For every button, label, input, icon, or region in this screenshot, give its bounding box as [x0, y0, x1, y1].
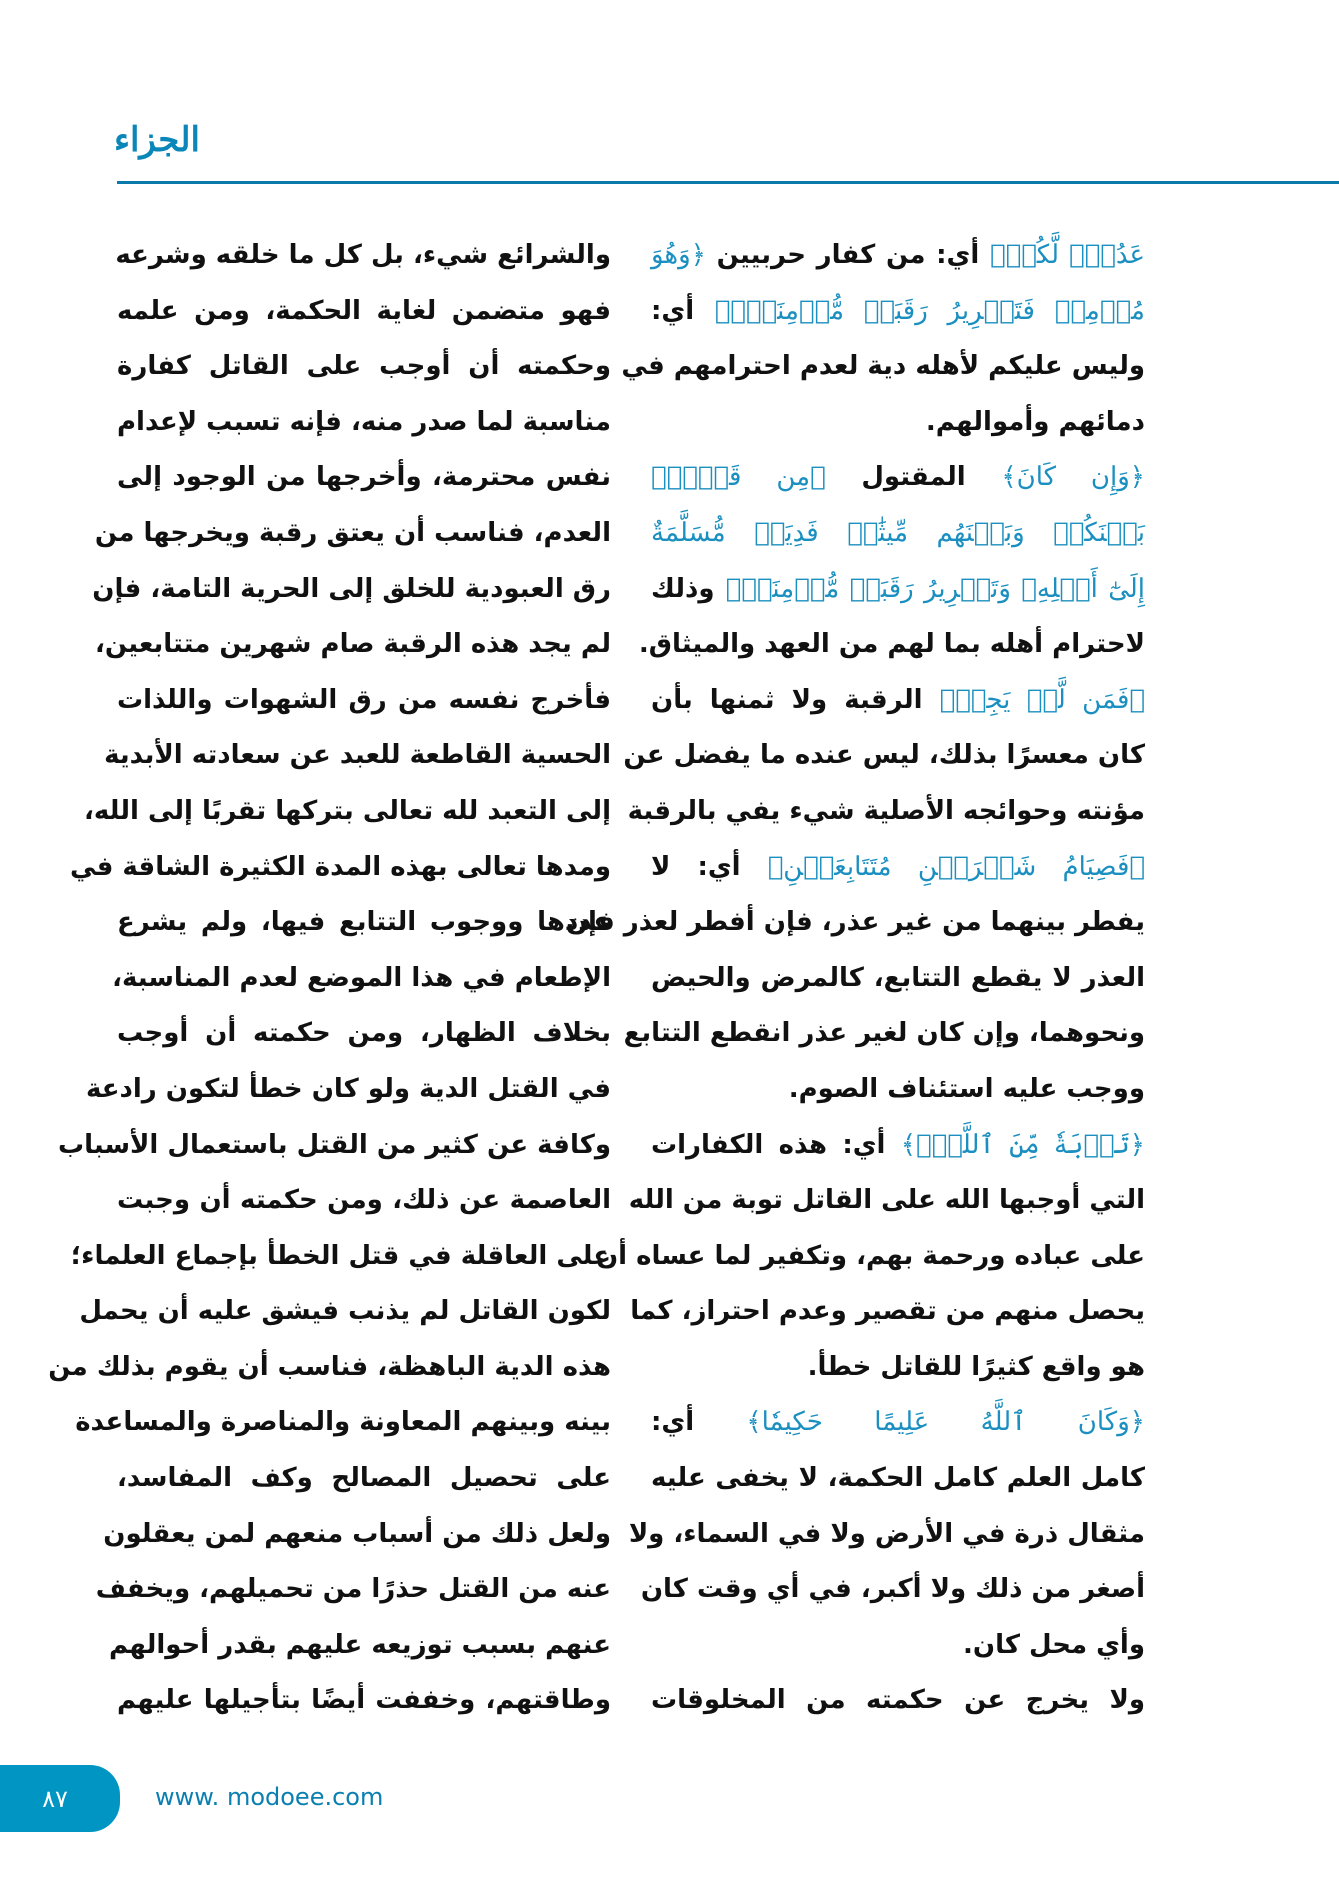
commentary-text: وأي محل كان.	[963, 1629, 1145, 1660]
commentary-text: مناسبة لما صدر منه، فإنه تسبب لإعدام	[117, 406, 611, 437]
quran-verse: بَيۡنَكُمۡ وَبَيۡنَهُم مِّيثَٰقٞ فَدِيَةٞ مُّسَلَّمَةٌ	[651, 517, 1145, 548]
commentary-text: الرقبة ولا ثمنها بأن	[651, 684, 940, 715]
website-link[interactable]: www. modoee.com	[155, 1783, 384, 1811]
commentary-text: الإطعام في هذا الموضع لعدم المناسبة،	[112, 962, 611, 993]
text-line	[94, 506, 611, 562]
commentary-text: العاصمة عن ذلك، ومن حكمته أن وجبت	[117, 1185, 611, 1216]
commentary-text: وليس عليكم لأهله دية لعدم احترامهم في	[621, 351, 1145, 382]
commentary-text: عددها ووجوب التتابع فيها، ولم يشرع	[117, 907, 611, 938]
quran-verse: ﴿تَوۡبَةٗ مِّنَ ٱللَّهِۗ﴾	[900, 1129, 1145, 1160]
commentary-text: أصغر من ذلك ولا أكبر، في أي وقت كان	[640, 1574, 1145, 1605]
text-line	[70, 1229, 611, 1285]
text-line	[48, 1340, 611, 1396]
commentary-text: أي: لا	[651, 851, 768, 882]
commentary-text: لكون القاتل لم يذنب فيشق عليه أن يحمل	[79, 1296, 611, 1327]
text-line	[651, 673, 1145, 729]
text-column-right	[565, 228, 1146, 1729]
text-column-left	[48, 228, 611, 1729]
quran-verse: ﴿فَصِيَامُ شَهۡرَيۡنِ مُتَتَابِعَيۡنِ﴾	[767, 851, 1145, 882]
commentary-text: لم يجد هذه الرقبة صام شهرين متتابعين،	[94, 629, 611, 660]
commentary-text: ولا يخرج عن حكمته من المخلوقات	[651, 1685, 1145, 1716]
quran-verse: مُؤۡمِنٞ فَتَحۡرِيرُ رَقَبَةٖ مُّؤۡمِنَةٖۖ﴾	[714, 295, 1145, 326]
text-line	[623, 728, 1145, 784]
commentary-text: كان معسرًا بذلك، ليس عنده ما يفضل عن	[623, 740, 1145, 771]
text-line	[651, 951, 1145, 1007]
commentary-text: والشرائع شيء، بل كل ما خلقه وشرعه	[115, 240, 611, 270]
text-line	[621, 339, 1145, 395]
text-line	[70, 840, 611, 896]
page-number-badge	[0, 1765, 120, 1832]
text-line	[104, 728, 611, 784]
commentary-text: مؤنته وحوائجه الأصلية شيء يفي بالرقبة	[627, 795, 1145, 826]
text-line	[651, 1618, 1145, 1674]
text-line	[630, 1284, 1145, 1340]
commentary-text: لاحترام أهله بما لهم من العهد والميثاق.	[638, 629, 1145, 660]
commentary-text: عنه من القتل حذرًا من تحميلهم، ويخفف	[95, 1574, 611, 1605]
commentary-text: وطاقتهم، وخففت أيضًا بتأجيلها عليهم	[117, 1685, 611, 1716]
text-line	[651, 562, 1145, 618]
commentary-text: في القتل الدية ولو كان خطأ لتكون رادعة	[86, 1073, 611, 1104]
commentary-text: ووجب عليه استئناف الصوم.	[788, 1073, 1145, 1104]
commentary-text: كامل العلم كامل الحكمة، لا يخفى عليه	[651, 1463, 1145, 1494]
text-line	[595, 1229, 1145, 1285]
commentary-text: عنهم بسبب توزيعه عليهم بقدر أحوالهم	[109, 1629, 611, 1660]
header-divider	[117, 181, 1339, 184]
commentary-text: ونحوهما، وإن كان لغير عذر انقطع التتابع	[623, 1018, 1145, 1049]
text-line	[94, 617, 611, 673]
text-line	[651, 1395, 1145, 1451]
text-line	[117, 1451, 611, 1507]
commentary-text: أي:	[651, 295, 715, 326]
text-line	[640, 1562, 1145, 1618]
commentary-text: هذه الدية الباهظة، فناسب أن يقوم بذلك من	[48, 1351, 611, 1382]
commentary-text: مثقال ذرة في الأرض ولا في السماء، ولا	[628, 1518, 1145, 1549]
text-line	[651, 284, 1145, 340]
quran-verse: ﴿مِن قَوۡمِۭ	[651, 462, 826, 493]
commentary-text: على تحصيل المصالح وكف المفاسد،	[117, 1463, 611, 1494]
text-line	[117, 895, 611, 951]
text-line	[651, 506, 1145, 562]
text-line	[112, 951, 611, 1007]
text-line	[651, 840, 1145, 896]
quran-verse: ﴿فَمَن لَّمۡ يَجِدۡ﴾	[939, 684, 1146, 715]
text-line	[117, 1006, 611, 1062]
commentary-text: العذر لا يقطع التتابع، كالمرض والحيض	[651, 962, 1145, 993]
page-number: ٨٧	[42, 1784, 68, 1813]
commentary-text: هو واقع كثيرًا للقاتل خطأ.	[807, 1351, 1145, 1382]
commentary-text: بينه وبينهم المعاونة والمناصرة والمساعدة	[75, 1407, 611, 1438]
commentary-text: المقتول	[825, 462, 1002, 493]
text-line	[627, 784, 1145, 840]
text-line	[651, 228, 1145, 284]
text-line	[117, 450, 611, 506]
quran-verse: ﴿وَإِن كَانَ﴾	[1001, 462, 1145, 493]
text-line	[117, 228, 611, 284]
text-line	[117, 1673, 611, 1729]
commentary-text: يحصل منهم من تقصير وعدم احتراز، كما	[630, 1296, 1145, 1327]
text-line	[109, 1618, 611, 1674]
commentary-text: فأخرج نفسه من رق الشهوات واللذات	[117, 684, 611, 715]
text-line	[83, 784, 611, 840]
commentary-text: أي: من كفار حربيين	[705, 240, 990, 270]
quran-verse: ﴿وَكَانَ ٱللَّهُ عَلِيمًا حَكِيمٗا﴾	[746, 1407, 1145, 1438]
text-line	[651, 1118, 1145, 1174]
commentary-text: يفطر بينهما من غير عذر، فإن أفطر لعذر فإن	[565, 907, 1145, 938]
commentary-text: أي:	[651, 1407, 747, 1438]
text-line	[628, 1507, 1145, 1563]
text-line	[651, 395, 1145, 451]
text-line	[57, 1118, 611, 1174]
text-line	[79, 1284, 611, 1340]
commentary-text: أي: هذه الكفارات	[651, 1129, 901, 1160]
text-line	[628, 1173, 1145, 1229]
quran-verse: إِلَىٰٓ أَهۡلِهِۦ وَتَحۡرِيرُ رَقَبَةٖ مُّؤۡمِنَةٖ﴾	[725, 573, 1146, 604]
quran-verse: عَدُوّٖ لَّكُمۡ﴾	[990, 240, 1145, 270]
commentary-text: الحسية القاطعة للعبد عن سعادته الأبدية	[104, 740, 611, 771]
commentary-text: على عباده ورحمة بهم، وتكفير لما عساه أن	[595, 1240, 1145, 1271]
text-line	[95, 1562, 611, 1618]
text-line	[75, 1395, 611, 1451]
text-line	[623, 1006, 1145, 1062]
text-line	[117, 395, 611, 451]
text-line	[651, 1062, 1145, 1118]
text-line	[651, 450, 1145, 506]
commentary-text: التي أوجبها الله على القاتل توبة من الله	[628, 1185, 1145, 1216]
commentary-text: وكافة عن كثير من القتل باستعمال الأسباب	[57, 1129, 611, 1160]
commentary-text: ولعل ذلك من أسباب منعهم لمن يعقلون	[103, 1518, 611, 1549]
commentary-text: ومدها تعالى بهذه المدة الكثيرة الشاقة في	[70, 851, 611, 882]
quran-verse: ﴿وَهُوَ	[651, 240, 706, 270]
commentary-text: على العاقلة في قتل الخطأ بإجماع العلماء؛	[70, 1240, 611, 1271]
text-line	[565, 895, 1145, 951]
text-line	[651, 1340, 1145, 1396]
text-line	[117, 1173, 611, 1229]
commentary-text: رق العبودية للخلق إلى الحرية التامة، فإن	[92, 573, 611, 604]
text-line	[117, 284, 611, 340]
commentary-text: وحكمته أن أوجب على القاتل كفارة	[117, 351, 611, 382]
commentary-text: فهو متضمن لغاية الحكمة، ومن علمه	[117, 295, 611, 326]
commentary-text: بخلاف الظهار، ومن حكمته أن أوجب	[117, 1018, 611, 1049]
text-line	[92, 562, 611, 618]
commentary-text: نفس محترمة، وأخرجها من الوجود إلى	[117, 462, 611, 493]
text-line	[103, 1507, 611, 1563]
text-line	[86, 1062, 611, 1118]
text-line	[651, 1673, 1145, 1729]
text-line	[117, 673, 611, 729]
text-line	[638, 617, 1145, 673]
text-line	[651, 1451, 1145, 1507]
commentary-text: وذلك	[651, 573, 726, 604]
commentary-text: دمائهم وأموالهم.	[925, 406, 1145, 437]
text-line	[117, 339, 611, 395]
commentary-text: إلى التعبد لله تعالى بتركها تقربًا إلى الله،	[83, 795, 611, 826]
commentary-text: العدم، فناسب أن يعتق رقبة ويخرجها من	[94, 517, 611, 548]
chapter-title-logo: الجزاء	[114, 120, 200, 160]
